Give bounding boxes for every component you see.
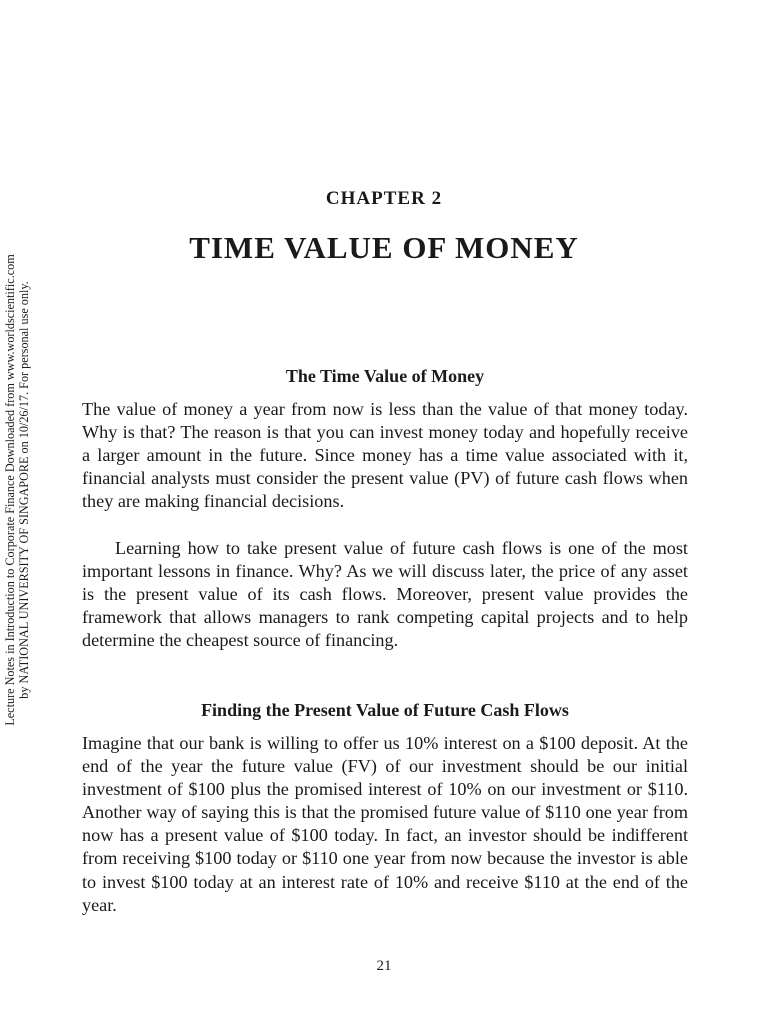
paragraph-time-value-intro: The value of money a year from now is less than the value of that money today. Why is that? The reason is that you can invest money today and hopefully receive a larger amount in the future. Since money has a time value associated with it, financial analysts must consider the present value (PV) of future cash flows when they are making financial decisions. bbox=[82, 399, 688, 512]
section-heading-present-value: Finding the Present Value of Future Cash Flows bbox=[201, 700, 569, 720]
download-watermark bbox=[3, 240, 31, 740]
chapter-label: CHAPTER 2 bbox=[325, 188, 443, 209]
watermark-line-1: Lecture Notes in Introduction to Corporate Finance Downloaded from www.worldscientific.com bbox=[3, 254, 17, 726]
page-number: 21 bbox=[376, 958, 392, 974]
section-heading-time-value: The Time Value of Money bbox=[285, 366, 485, 386]
paragraph-present-value-importance: Learning how to take present value of future cash flows is one of the most important lessons in finance. Why? As we will discuss later, the price of any asset is the present value of its cash flows. Moreover, present value provides the framework that allows managers to rank competing capital projects and to help determine the cheapest source of financing. bbox=[82, 538, 688, 651]
paragraph-bank-interest-example: Imagine that our bank is willing to offer us 10% interest on a $100 deposit. At the end of the year the future value (FV) of our investment should be our initial investment of $100 plus the promised interest of 10% on our investment or $110. Another way of saying this is that the promised future value of $110 one year from now has a present value of $100 today. In fact, an investor should be indifferent from receiving $100 today or $110 one year from now because the investor is able to invest $100 today at an interest rate of 10% and receive $110 at the end of the year. bbox=[82, 733, 688, 915]
watermark-line-2: by NATIONAL UNIVERSITY OF SINGAPORE on 10/26/17. For personal use only. bbox=[17, 281, 31, 699]
chapter-title: TIME VALUE OF MONEY bbox=[189, 230, 579, 265]
